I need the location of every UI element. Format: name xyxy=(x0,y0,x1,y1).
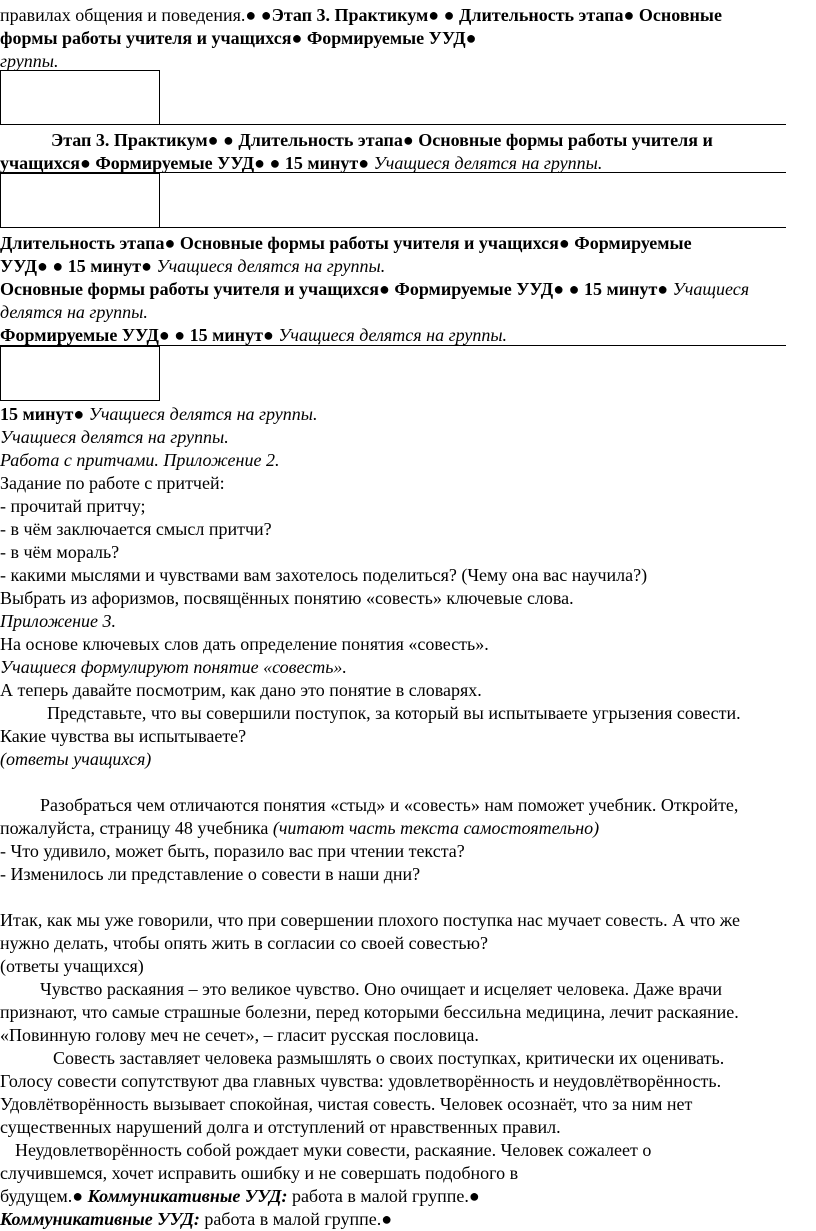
line-4: Этап 3. Практикум● ● Длительность этапа● Основные формы работы учителя и xyxy=(51,130,713,150)
dictionaries-line: А теперь давайте посмотрим, как дано это понятие в словарях. xyxy=(0,680,482,700)
line-9: делятся на группы. xyxy=(0,302,148,322)
question-changed: - Изменилось ли представление о совести в наши дни? xyxy=(0,864,421,884)
line-3: группы. xyxy=(0,51,59,71)
line-6: Длительность этапа● Основные формы работы учителя и учащихся● Формируемые xyxy=(0,233,692,253)
dissat-line-2: случившемся, хочет исправить ошибку и не совершать подобного в xyxy=(0,1163,519,1183)
line-11: 15 минут● Учащиеся делятся на группы. xyxy=(0,404,318,424)
question-read: - прочитай притчу; xyxy=(0,496,146,516)
question-surprised: - Что удивило, может быть, поразило вас при чтении текста? xyxy=(0,841,465,861)
think-line-3: Удовлётворённость вызывает спокойная, чистая совесть. Человек осознаёт, что за ним нет xyxy=(0,1094,693,1114)
conscience-line-1: Итак, как мы уже говорили, что при совершении плохого поступка нас мучает совесть. А что же xyxy=(0,910,740,930)
answers-plain: (ответы учащихся) xyxy=(0,956,144,976)
line-8: Основные формы работы учителя и учащихся● Формируемые УУД● ● 15 минут● Учащиеся xyxy=(0,279,750,299)
students-formulate: Учащиеся формулируют понятие «совесть». xyxy=(0,657,347,677)
textbook-line-2: пожалуйста, страницу 48 учебника (читают часть текста самостоятельно) xyxy=(0,818,600,838)
imagine-line-2: Какие чувства вы испытываете? xyxy=(0,726,247,746)
line-7: УУД● ● 15 минут● Учащиеся делятся на группы. xyxy=(0,256,386,276)
think-line-1: Совесть заставляет человека размышлять о своих поступках, критически их оценивать. xyxy=(53,1048,725,1068)
repent-line-2: признают, что самые страшные болезни, перед которыми бессильна медицина, лечит раскаяние. xyxy=(0,1002,739,1022)
question-moral: - в чём мораль? xyxy=(0,542,120,562)
comm-uud-line: Коммуникативные УУД: работа в малой группе.● xyxy=(0,1209,393,1229)
line-1: правилах общения и поведения.● ●Этап 3. Практикум● ● Длительность этапа● Основные xyxy=(0,5,722,25)
line-2: формы работы учителя и учащихся● Формируемые УУД● xyxy=(0,28,477,48)
table-cell-box xyxy=(0,70,160,125)
table-divider xyxy=(0,124,786,125)
answers-italic: (ответы учащихся) xyxy=(0,749,152,769)
aphorisms-task: Выбрать из афоризмов, посвящённых понятию «совесть» ключевые слова. xyxy=(0,588,574,608)
dissat-line-1: Неудовлетворённость собой рождает муки совести, раскаяние. Человек сожалеет о xyxy=(15,1140,652,1160)
task-parable: Задание по работе с притчей: xyxy=(0,473,225,493)
line-12: Учащиеся делятся на группы. xyxy=(0,427,229,447)
dissat-line-3: будущем.● Коммуникативные УУД: работа в малой группе.● xyxy=(0,1186,480,1206)
line-5: учащихся● Формируемые УУД● ● 15 минут● Учащиеся делятся на группы. xyxy=(0,153,603,173)
question-thoughts: - какими мыслями и чувствами вам захотелось поделиться? (Чему она вас научила?) xyxy=(0,565,648,585)
line-10: Формируемые УУД● ● 15 минут● Учащиеся делятся на группы. xyxy=(0,325,508,345)
think-line-4: существенных нарушений долга и отступлений от нравственных правил. xyxy=(0,1117,561,1137)
repent-line-3: «Повинную голову меч не сечет», – гласит русская пословица. xyxy=(0,1025,479,1045)
table-cell-box xyxy=(0,173,160,228)
conscience-line-2: нужно делать, чтобы опять жить в согласии со своей совестью? xyxy=(0,933,488,953)
definition-task: На основе ключевых слов дать определение понятия «совесть». xyxy=(0,634,489,654)
textbook-line-1: Разобраться чем отличаются понятия «стыд» и «совесть» нам поможет учебник. Откройте, xyxy=(40,795,739,815)
table-cell-box xyxy=(0,346,160,401)
table-divider xyxy=(0,227,786,228)
imagine-line-1: Представьте, что вы совершили поступок, за который вы испытываете угрызения совести. xyxy=(47,703,741,723)
think-line-2: Голосу совести сопутствуют два главных чувства: удовлетворённость и неудовлётворённость. xyxy=(0,1071,722,1091)
appendix-3: Приложение 3. xyxy=(0,611,117,631)
repent-line-1: Чувство раскаяния – это великое чувство. Оно очищает и исцеляет человека. Даже врачи xyxy=(40,979,722,999)
parables-work: Работа с притчами. Приложение 2. xyxy=(0,450,280,470)
question-meaning: - в чём заключается смысл притчи? xyxy=(0,519,272,539)
